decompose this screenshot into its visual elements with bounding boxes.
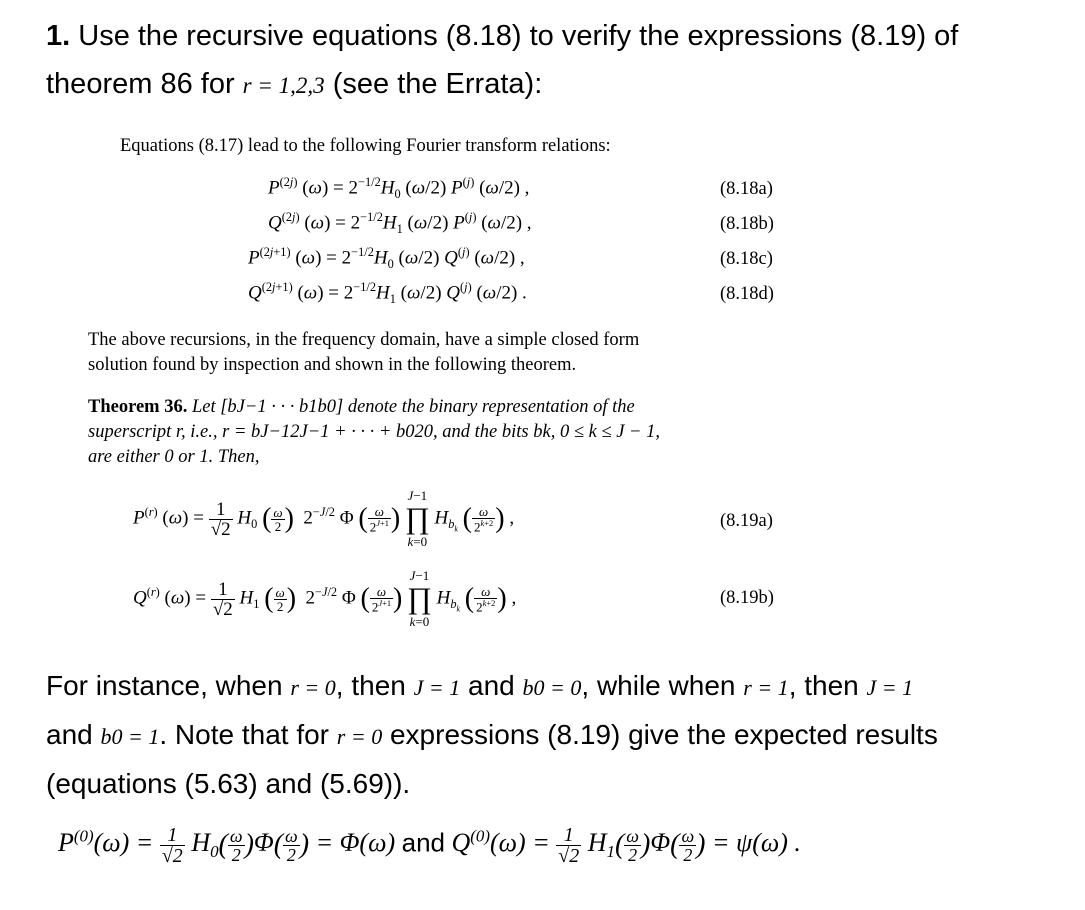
text-segment: . Note that for	[159, 719, 329, 750]
question-line-1	[46, 12, 1066, 60]
question-text-post: (see the Errata):	[332, 68, 543, 100]
book-paragraph	[88, 328, 639, 378]
theorem-label: Theorem 36.	[88, 397, 188, 417]
explanation	[46, 662, 1066, 807]
question-text-pre: theorem 86 for	[46, 68, 235, 100]
question-text-line1: Use the recursive equations (8.18) to verify the expressions (8.19) of	[78, 20, 959, 52]
explanation-line3: (equations (5.63) and (5.69)).	[46, 768, 411, 799]
math-r0: r = 0	[290, 675, 336, 700]
text-segment: , while when	[581, 670, 736, 701]
theorem-text-line2: superscript r, i.e., r = bJ−12J−1 + · · · + b020, and the bits bk, 0 ≤ k ≤ J − 1,	[88, 422, 661, 442]
eq-819b-number: (8.19b)	[720, 588, 774, 608]
eq-819a: $P^{(r)}$ (ω) = $\frac{1}{√2}$ $H_0$ ( $\frac{\omega}{2}$ ) $2^{-J/2}$ Φ ( $\frac{\omega}{2^{J+1}}$ ) J−1 ∏ k=0 $H_{b_k}$ ( $\frac{\omega}{2^{k+2}}$ ) ,	[133, 488, 515, 549]
question-heading	[46, 12, 1066, 110]
eq-818b: $Q^{(2j)}$ $(\omega) = 2^{-1/2}H_1$ (ω/2) $P^{(j)}$ (ω/2) ,	[268, 210, 532, 237]
eq-818b-number: (8.18b)	[720, 214, 774, 234]
eq-818a-number: (8.18a)	[720, 179, 773, 199]
q0-expression: $Q^{(0)}(\omega)$ = $\frac{1}{√2}$ $H_1$( $\frac{\omega}{2}$ )Φ( $\frac{\omega}{2}$ ) = ψ(ω) .	[451, 824, 801, 867]
math-J1: J = 1	[866, 675, 914, 700]
text-segment: , then	[788, 670, 859, 701]
p0-expression: $P^{(0)}(\omega)$ = $\frac{1}{√2}$ $H_0$( $\frac{\omega}{2}$ )Φ( $\frac{\omega}{2}$ ) = Φ(ω)	[58, 824, 402, 867]
eq-818d: $Q^{(2j+1)}$ $(\omega) = 2^{-1/2}H_1$ (ω/2) $Q^{(j)}$ (ω/2) .	[248, 280, 527, 307]
book-paragraph-line1: The above recursions, in the frequency domain, have a simple closed form	[88, 330, 640, 350]
eq-818c: $P^{(2j+1)}$ $(\omega) = 2^{-1/2}H_0$ (ω/2) $Q^{(j)}$ (ω/2) ,	[248, 245, 525, 272]
math-J1: J = 1	[413, 675, 461, 700]
eq-819b: $Q^{(r)}$ (ω) = $\frac{1}{√2}$ $H_1$ ( $\frac{\omega}{2}$ ) $2^{-J/2}$ Φ ( $\frac{\omega}{2^{J+1}}$ ) J−1 ∏ k=0 $H_{b_k}$ ( $\frac{\omega}{2^{k+2}}$ ) ,	[133, 568, 517, 629]
math-b0-1: b0 = 1	[100, 724, 160, 749]
eq-818a: $P^{(2j)}$ $(\omega) = 2^{-1/2}H_0$ (ω/2) $P^{(j)}$ (ω/2) ,	[268, 175, 530, 202]
question-line-2	[46, 60, 1066, 110]
text-segment: and	[468, 670, 515, 701]
math-b0-0: b0 = 0	[522, 675, 582, 700]
math-r0: r = 0	[336, 724, 383, 749]
eq-818c-number: (8.18c)	[720, 249, 773, 269]
text-segment: and	[46, 719, 93, 750]
text-segment: For instance, when	[46, 670, 283, 701]
final-and: and	[401, 827, 446, 858]
eq-818d-number: (8.18d)	[720, 284, 774, 304]
math-r1: r = 1	[743, 675, 789, 700]
question-math-r: r = 1,2,3	[242, 73, 325, 98]
theorem-text-line3: are either 0 or 1. Then,	[88, 447, 260, 467]
explanation-line2	[46, 711, 1066, 760]
question-number: 1.	[46, 20, 71, 52]
book-paragraph-line2: solution found by inspection and shown in the following theorem.	[88, 355, 577, 375]
eq-819a-number: (8.19a)	[720, 511, 773, 531]
book-intro: Equations (8.17) lead to the following Fourier transform relations:	[120, 136, 611, 156]
text-segment: , then	[335, 670, 406, 701]
final-equation	[58, 825, 1078, 866]
theorem-text-line1: Let [bJ−1 · · · b1b0] denote the binary representation of the	[191, 397, 635, 417]
theorem	[88, 395, 793, 470]
theorem-line1	[88, 395, 793, 420]
text-segment: expressions (8.19) give the expected results	[389, 719, 938, 750]
explanation-line1	[46, 662, 1066, 711]
